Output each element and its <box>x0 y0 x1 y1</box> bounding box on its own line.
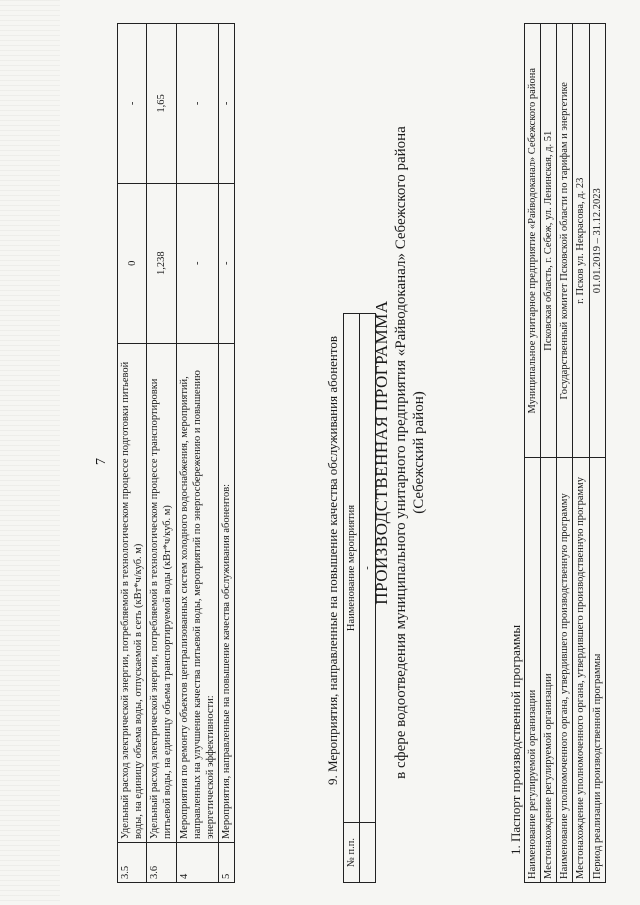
row-number: 4 <box>176 843 218 883</box>
passport-value: г. Псков ул. Некрасова, д. 23 <box>573 24 589 459</box>
passport-value: Псковская область, г. Себеж, ул. Ленинская, д. 51 <box>541 24 557 459</box>
row-value-2: 1,65 <box>147 24 176 184</box>
table-row <box>176 24 218 883</box>
row-value-2: - <box>218 24 234 184</box>
header-num: № п.п. <box>344 823 360 883</box>
program-subheading: в сфере водоотведения муниципального унитарного предприятия «Райводоканал» Себежского района <box>393 126 410 779</box>
row-value-1: 0 <box>118 183 147 343</box>
row-name: Удельный расход электрической энергии, потребляемой в технологическом процессе подготовки питьевой воды, на единицу объема воды, отпускаемой в сеть (кВт*ч/куб. м) <box>118 343 147 842</box>
passport-value: 01.01.2019 – 31.12.2023 <box>589 24 605 459</box>
program-heading: ПРОИЗВОДСТВЕННАЯ ПРОГРАММА <box>372 300 391 605</box>
table-row <box>589 24 605 883</box>
row-value-1: 1,238 <box>147 183 176 343</box>
table-row <box>557 24 573 883</box>
row-name: Мероприятия по ремонту объектов централизованных систем холодного водоснабжения, мероприятий, направленных на улучшение качества питьевой воды, мероприятий по энергосбережению и повышению энергетической эффективности: <box>176 343 218 842</box>
program-district: (Себежский район) <box>411 391 428 514</box>
row-number: 3.6 <box>147 843 176 883</box>
passport-label: Местонахождение уполномоченного органа, утвердившего производственную программу <box>573 458 589 883</box>
row-number: 5 <box>218 843 234 883</box>
table-row <box>541 24 557 883</box>
passport-label: Наименование регулируемой организации <box>525 458 541 883</box>
header-name: Наименование мероприятия <box>344 314 360 823</box>
row-name: Удельный расход электрической энергии, потребляемой в технологическом процессе транспортировки питьевой воды, на единицу объема транспортируемой воды (кВт*ч/куб. м) <box>147 343 176 842</box>
passport-table <box>524 23 606 883</box>
section-1-title: 1. Паспорт производственной программы <box>508 624 523 855</box>
passport-value: Государственный комитет Псковской области по тарифам и энергетике <box>557 24 573 459</box>
section-9-title: 9. Мероприятия, направленные на повышение качества обслуживания абонентов <box>325 335 340 785</box>
rotated-document-page <box>72 10 632 895</box>
table-row <box>218 24 234 883</box>
row-value-1: - <box>176 183 218 343</box>
passport-label: Местонахождение регулируемой организации <box>541 458 557 883</box>
program-title <box>372 10 428 895</box>
table-header-row <box>344 314 360 883</box>
targets-table <box>117 23 235 883</box>
passport-value: Муниципальное унитарное предприятие «Райводоканал» Себежского района <box>525 24 541 459</box>
table-row <box>525 24 541 883</box>
row-value-2: - <box>176 24 218 184</box>
row-name: - <box>360 314 376 823</box>
passport-label: Наименование уполномоченного органа, утвердившего производственную программу <box>557 458 573 883</box>
scan-edge-texture <box>0 0 60 905</box>
passport-label: Период реализации производственной программы <box>589 458 605 883</box>
row-number: 3.5 <box>118 843 147 883</box>
page-number: 7 <box>94 458 109 465</box>
table-row <box>573 24 589 883</box>
table-row <box>147 24 176 883</box>
table-row <box>118 24 147 883</box>
row-value-1: - <box>218 183 234 343</box>
row-value-2: - <box>118 24 147 184</box>
row-name: Мероприятия, направленные на повышение качества обслуживания абонентов: <box>218 343 234 842</box>
